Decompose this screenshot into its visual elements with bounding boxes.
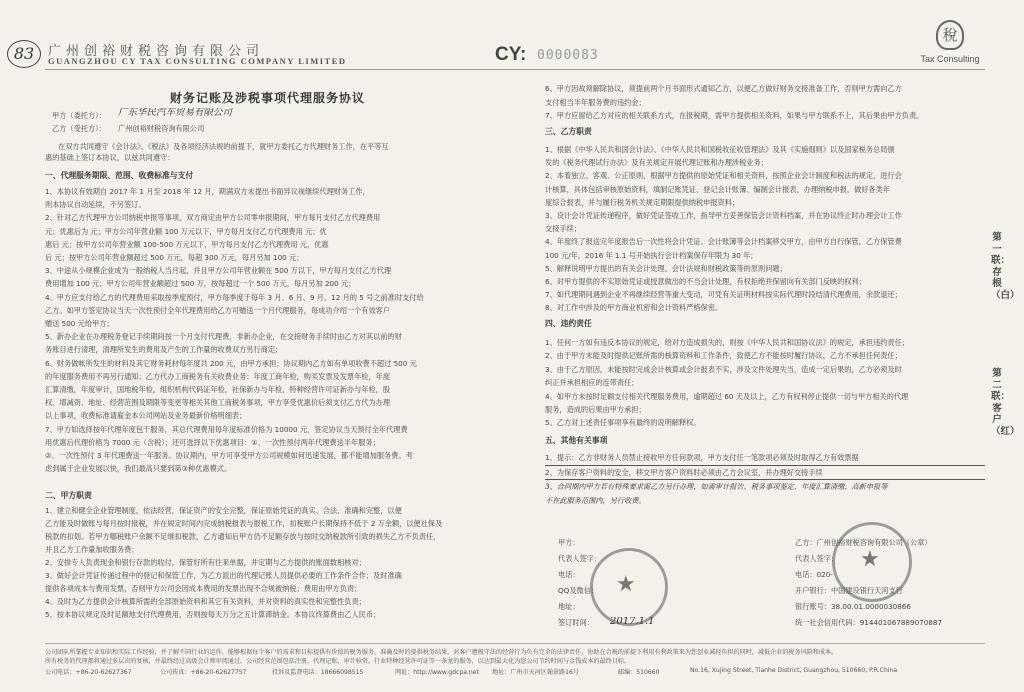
signature-b-row [795, 615, 985, 631]
clause-line: 2、针对乙方代理甲方公司纳税申报等事项，双方商定由甲方公司零申报期间，甲方每月支付乙方代理费用 [45, 213, 381, 223]
handwritten-doc-number: 83 [7, 40, 41, 68]
signature-a-row: 地址： [558, 602, 580, 611]
clause-line: 7、甲方应留给乙方对应的相关联系方式，在报税期，需甲方提供相关资料，如果与甲方联系不上，其后果由甲方负责。 [545, 111, 924, 120]
clause-line: 务账目进行清理，清理所发生的费用及产生的工作量的收费双方另行商定； [45, 345, 283, 355]
clause-line: 的年度服务费用不再另行通知；乙方代办工商税务有关收费业务：年度工商年检，购买发票及发票年检，年度 [45, 371, 391, 381]
clause-line: 赠送 500 元给甲方； [45, 319, 114, 329]
clause-line: 4、年度终了报送完年度报告后一次性将会计凭证、会计账簿等会计档案移交甲方，由甲方自行保管，乙方保管费 [545, 237, 902, 247]
logo-icon: 稅 [936, 20, 964, 50]
clause-line: 权、增减资、地址、经营范围及期限等变更等相关其他工商税务事项，甲方享受优惠价后须支付乙方代为办理 [45, 398, 391, 408]
clause-line: 6、财务做帐所发生的材料及其它财务耗材每年度共 200 元，由甲方承担；协议期内乙方如有单项收费不超过 500 元 [45, 358, 417, 368]
party-b-value: 广州创裕财税咨询有限公司 [118, 124, 205, 133]
clause-line: 1、提示：乙方非财务人员禁止接收甲方任何款项，甲方支付任一笔款项必须及时取得乙方有效票据 [545, 451, 985, 466]
clause-line: 发的《税务代理试行办法》及有关规定开展代理记账和办理涉税业务； [545, 158, 768, 168]
signature-a-row: 甲方： [558, 538, 580, 547]
clause-line: 4、如甲方未按时足额支付相关代理服务费用，逾期超过 60 天及以上，乙方有权利停止提供一切与甲方相关的代理 [545, 391, 909, 401]
clause-line: 计核算，具体包括审核原始资料，填制记账凭证、登记会计账簿、编制会计报表，办理纳税申报，做好各类年 [545, 184, 891, 194]
clause-line: 虑到属于企业发展以快，我们最高只要到第③种优惠模式。 [45, 464, 232, 474]
side-label-first-copy: 第一联：存根（白） [991, 232, 1020, 301]
section-3-title: 三、乙方职责 [545, 127, 592, 136]
clause-line: 惠后 元；按甲方公司年营业额 100-500 万元以下，甲方每月支付乙方代理费用 元，优惠 [45, 239, 329, 249]
clause-line: 元；优惠后为 元；甲方公司年营业额 100 万元以下，甲方每月支付乙方代理费用 元；优 [45, 226, 327, 236]
side-label-second-copy: 第二联：客户（红） [991, 368, 1020, 437]
party-b-label: 乙方（受托方）： [52, 124, 106, 133]
header-divider [45, 69, 985, 70]
company-name-en: GUANGZHOU CY TAX CONSULTING COMPANY LIMITED [48, 56, 347, 66]
clause-line: 以上事项，收费标准请雇金本公司网站及业务最新价格明细表； [45, 411, 247, 421]
clause-line: 6、对甲方提供的不实原始凭证或授意做出的不当会计处理，有权拒绝并保留向有关部门反映的权利； [545, 277, 866, 287]
signature-b-value: 中国建设银行天河支行 [830, 586, 903, 595]
clause-line: 7、如代理期间遇到企业不再继续经营等重大变动，可凭有关证明材料按实际代理时段结清代理费用，余款退还； [545, 290, 902, 300]
sign-date-handwritten: 2017.1.1 [610, 617, 655, 627]
company-logo [918, 20, 982, 66]
signature-a-row: 电话： [558, 570, 580, 579]
clause-line: 纠正并承担相应的连带责任； [545, 378, 639, 388]
clause-line: 5、按本协议规定及时足额地支付代理费用，否则按每天万分之五计算滞纳金。本协议终算费由乙人民币； [45, 610, 381, 619]
section-2-body [45, 504, 530, 621]
signature-b-label: 银行账号： [795, 602, 831, 611]
signature-b-label: 电话： [795, 570, 817, 579]
footer-address-en: No.16, Xujing Street, Tianhe District, Guangzhou, 510660, P.R.China [690, 667, 898, 674]
section-1-body [45, 185, 530, 475]
signature-a-row: QQ及微信： [558, 586, 599, 595]
clause-line: 3、做好会计凭证传递过程中的登记和保管工作，为乙方派出的代理记账人员提供必要的工作条件合作；及时准确 [45, 571, 402, 580]
signature-b-label: 代表人签字： [795, 554, 839, 563]
clause-line: ②、一次性预付 3 年代理费送一年服务。协议期内，甲方可享受甲方公司规模如何迅速发展，都不能增加服务费。考 [45, 451, 413, 461]
clause-line: 5、解释说明甲方提出的有关会计处理、会计法规和财税政策等的原则问题； [545, 263, 787, 273]
clause-line: 3、合同期内甲方若有特殊要求需乙方另行办理，如需审计报告、税务事项鉴定、年度汇算清缴、高新申报等 [545, 482, 888, 491]
clause-line: 1、根据《中华人民共和国会计法》、《中华人民共和国税收征收管理法》及其《实施细则》以及国家税务总局颁 [545, 145, 895, 154]
clause-line: 税款的扣划。若甲方哪税账户余额不足继扣税款，乙方通知后甲方仍不足额存放与按时交纳税款所引致的损失乙方不负责任， [45, 532, 441, 541]
clause-line: 5、新办企业在办理税务登记手续期间按一个月支付代理费，非新办企业，在交接财务手续时由乙方对其以前的财 [45, 332, 402, 342]
clause-line: 汇算清缴，年度审计，国地税年检，组织机构代码证年检，社保新办与年检，特种经营许可证新办与年检，股 [45, 385, 391, 395]
section-5-title: 五、其他有关事项 [545, 436, 608, 445]
footer-hotline: 投诉及监督电话：18666098515 [272, 669, 364, 676]
signature-a-row: 代表人签字： [558, 554, 602, 563]
clause-line: 1、任何一方如有违反本协议的规定，给对方造成损失的，则按《中华人民共和国协议法》的规定，承担违约责任； [545, 338, 909, 347]
clause-line: 费用增加 100 元；甲方公司年营业额超过 500 万，按每超过一个 500 万元，每月另加 200 元； [45, 279, 356, 289]
section-3-body [545, 143, 985, 315]
clause-line: 支付相当半年服务费的违约金； [545, 97, 646, 107]
signature-b-label: 开户银行： [795, 586, 831, 595]
clause-line: 1、建立和健全企业管理制度，依法经营，保证资产的安全完整，保证原始凭证的真实、合法、准确和完整，以便 [45, 506, 402, 515]
clause-line: 并且乙方工作量加收服务费； [45, 545, 139, 554]
section-1-title: 一、代理服务期限、范围、收费标准与支付 [45, 171, 194, 180]
serial-number: 0000083 [537, 48, 599, 63]
clause-line: 则本协议自动延续，不另签订。 [45, 200, 146, 210]
clause-line: 3、设计会计凭证传递程序，做好凭证签收工作，指导甲方妥善保管会计资料档案，并在协议终止时办理会计工作 [545, 211, 902, 221]
clause-line: 1、本协议有效期自 2017 年 1 月至 2018 年 12 月，期满双方未提出书面异议视继续代理财务工作， [45, 187, 370, 196]
cy-label: CY: [495, 44, 527, 65]
clause-line: 不在此服务范围内，另行收费。 [545, 495, 646, 505]
clause-line: 2、本着独立、客观、公正原则，根据甲方提供的原始凭证和相关资料，按照企业会计制度和税法的规定，进行会 [545, 171, 902, 181]
clause-line: 用优惠后代理价格为 7000 元（含税）；还可选择以下优惠项目：①、一次性预付两年代理费送半年服务； [45, 437, 380, 447]
signature-a-row: 签订时间： [558, 618, 594, 627]
clause-line: 提供各项成本与费用发票，否则甲方公司会因成本费用的发票出现不合规被纳税；费用由甲方负责； [45, 584, 362, 593]
clause-line: 4、及时为乙方提供会计核算所需的全部原始资料和其它有关资料，并对资料的真实性和完整性负责； [45, 597, 366, 606]
document-title: 财务记账及涉税事项代理服务协议 [170, 91, 366, 105]
footer-intro-2: 所有税务的代理都将通过多层次的复核，并最终经过高级会计师审阅通过。公司经营范围包括注册，代理记账，审计验资，行业特种经营许可证等一条龙的服务，以达到最大化为您公司节约时间与金钱成本的最终目标。 [45, 658, 630, 665]
signature-b-row [795, 599, 985, 615]
footer-tel: 公司电话：+86-20-62627367 [45, 669, 132, 676]
clause-line: 3、中途从小规模企业成为一般纳税人当月起，并且甲方公司年营业额在 500 万以下，甲方每月支付乙方代理 [45, 266, 392, 276]
clause-line: 5、乙方对上述责任事项享有最终的说明解释权。 [545, 418, 701, 428]
section-2-title: 二、甲方职责 [45, 491, 92, 500]
party-a-stamp-star-icon: ★ [616, 572, 636, 597]
footer-divider [45, 643, 985, 644]
signature-b-value: 广州创裕财税咨询有限公司（公章） [816, 538, 932, 547]
footer-fax: 公司传真：+86-20-62627757 [160, 669, 247, 676]
section-4-body [545, 336, 985, 430]
clause-line: 2、为保存客户资料的安全，移交甲方客户资料时必须由乙方会议室，并办理好交接手续 [545, 466, 985, 481]
clause-line: 2、由于甲方未能及时提供记账所需的核算资料和工作条件，致使乙方不能按时履行协议，乙方不承担任何责任； [545, 351, 902, 361]
footer-web: 网址：http://www.gdcpa.net [395, 669, 479, 676]
clause-line: 6、甲方因故须解除协议，须提前两个月书面形式通知乙方，以便乙方做好财务交接准备工作，否则甲方需向乙方 [545, 84, 902, 93]
party-a-label: 甲方（委托方）： [52, 111, 106, 120]
clause-line: 服务，造成的后果由甲方承担； [545, 405, 646, 415]
clause-line: 4、甲方应支付给乙方的代理费用采取按季度预付，甲方每季度于每年 3 月、6 月、9 月、12 月的 5 号之前准时支付给 [45, 292, 424, 302]
signature-b-value: 020- [816, 570, 833, 579]
signature-b-label: 乙方： [795, 538, 817, 547]
company-name-cn: 广州创裕财税咨询有限公司 [48, 44, 265, 59]
clause-line: 后 元；按甲方公司年营业额超过 500 万元，每超 300 万元，每月另加 100 元； [45, 253, 304, 263]
section-1-continued [545, 82, 985, 123]
clause-line: 2、安排专人负责现金和银行存款的收付，保管好所有往来单据，并定期与乙方提供的账面数相核对； [45, 558, 366, 567]
intro-line-1: 在双方共同遵守《会计法》、《税法》及各项经济法规的前提下，就甲方委托乙方代理财务工作，在平等互 [58, 142, 389, 151]
clause-line: 度综合报表，并与履行税务机关规定期限提供纳税申报资料； [545, 197, 740, 207]
clause-line: 100 元/年，2016 年 1.1 号开始执行会计档案保存年限为 30 年； [545, 250, 758, 260]
logo-text: Tax Consulting [920, 54, 980, 64]
clause-line: 8、对工作中涉及的甲方商业机密和会计资料严格保密。 [545, 303, 723, 313]
clause-line: 7、甲方如选择按年代理年度包干服务，其总代理费用每年度标准价格为 10000 元，签定协议当天预付全年代理费 [45, 424, 408, 434]
section-5-body [545, 451, 985, 507]
party-a-value: 广东华民汽车贸易有限公司 [118, 108, 233, 118]
clause-line: 3、由于乙方原因，未能按时完成会计核算或会计报表不实，涉及文件处理失当，造成一定后果的，乙方必须及时 [545, 364, 902, 374]
footer-intro-1: 公司团队所掌握专业知识和实际工作经验，并了解不同行业的运作，能够根据每个客户的需求和目标提供有价值的税务服务，准确及时的提供税务结果，对客户遵规守法的经营行为负有完全的法律责任，协助在合规的前提下利用有利政策来为您创业减轻负担的同时，减低企业的税务风险和成本。 [45, 649, 838, 656]
signature-b-value: 914401067889070887 [859, 618, 943, 627]
clause-line: 交接手续； [545, 224, 581, 234]
footer-address-cn: 地址：广州市天河区翰景路16号 [492, 669, 579, 676]
intro-line-2: 惠的基础上签订本协议，以兹共同遵守： [45, 153, 175, 162]
section-4-title: 四、违约责任 [545, 319, 592, 328]
signature-b-value: 38.00.01.0000030866 [830, 602, 911, 611]
clause-line: 乙方。如甲方签定协议当天一次性预付全年代理费用给乙方可赠送一个月代理服务，每成功介绍一个有效客户 [45, 305, 391, 315]
party-b-stamp-star-icon: ★ [860, 547, 880, 572]
signature-b-label: 统一社会信用代码： [795, 618, 860, 627]
footer-zip: 邮编：510660 [618, 669, 660, 676]
clause-line: 乙方能及时做账与每月按时报税，并在规定时间内完成纳税报表与报税工作，扣税账户长期保持不低于 2 万余额，以便社保及 [45, 519, 443, 528]
